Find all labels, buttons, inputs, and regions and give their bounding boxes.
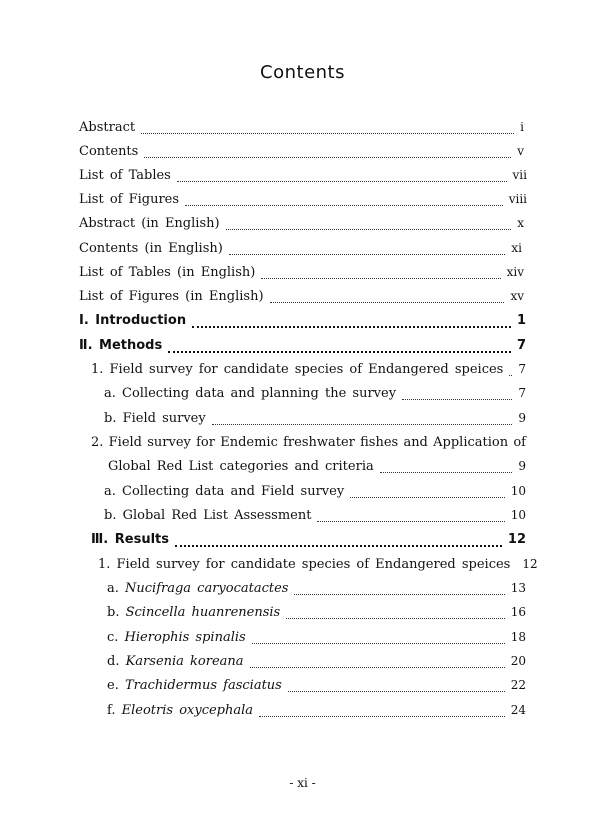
toc-entry-label [107,654,244,669]
toc-entry[interactable] [91,362,526,384]
toc-entry[interactable] [107,654,526,676]
toc-page-number: 24 [510,703,526,717]
toc-word: for [196,435,215,450]
toc-page-number: 10 [510,508,526,522]
toc-entry-label: Contents (in English) [79,241,223,256]
toc-page-number: 13 [510,581,526,595]
toc-entry-label: b. Global Red List Assessment [104,508,312,523]
dot-leader [317,520,504,522]
toc-entry[interactable] [79,168,527,190]
toc-entry[interactable] [79,289,524,311]
toc-entry[interactable] [108,459,526,481]
toc-entry-label: Contents [79,144,139,159]
toc-entry-label: 1. Field survey for candidate species of Endangered speices [98,557,511,572]
dot-leader [402,398,512,400]
toc-page-number: 12 [507,532,526,547]
toc-word: Endemic [220,435,278,450]
toc-entry-label: a. Collecting data and Field survey [104,484,345,499]
toc-entry[interactable] [107,581,526,603]
dot-leader [229,253,506,255]
toc-entry-label: 1. Field survey for candidate species of Endangered speices [91,362,504,377]
toc-entry[interactable] [107,703,526,725]
toc-page-number: xiv [506,265,524,279]
toc-page-number: v [517,144,524,158]
dot-leader [380,471,513,473]
dot-leader [185,204,503,206]
toc-entry-prefix: d. [107,654,126,669]
toc-page-number: 12 [522,557,538,571]
toc-entry-label: Ⅰ. Introduction [79,313,187,328]
toc-entry[interactable] [79,144,524,166]
toc-entry[interactable] [79,192,527,214]
toc-entry-prefix: c. [107,630,125,645]
toc-page-number: xv [510,289,524,303]
toc-word: survey [147,435,191,450]
toc-page-number: xi [511,241,522,255]
species-name: Karsenia koreana [125,654,244,669]
toc-page-number: 10 [510,484,526,498]
toc-page-number: vii [512,168,527,182]
toc-entry-label: List of Figures (in English) [79,289,264,304]
toc-entry[interactable] [104,386,526,408]
toc-page-number: 20 [510,654,526,668]
toc-page-number: x [517,216,524,230]
toc-page-number: i [520,120,524,134]
toc-entry[interactable] [104,484,526,506]
species-name: Trachidermus fasciatus [124,678,282,693]
toc-entry-label: a. Collecting data and planning the survey [104,386,397,401]
toc-entry-label [107,605,280,620]
toc-page-number: viii [508,192,527,206]
toc-word: fishes [360,435,399,450]
toc-word: of [513,435,526,450]
toc-entry-prefix: a. [107,581,126,596]
toc-word: Field [108,435,142,450]
toc-entry-label: Ⅱ. Methods [79,338,163,353]
dot-leader [509,374,512,376]
dot-leader [294,593,504,595]
toc-entry-label: b. Field survey [104,411,206,426]
toc-entry[interactable] [104,508,526,530]
dot-leader [350,496,505,498]
toc-entry-label: Abstract (in English) [79,216,220,231]
dot-leader [141,132,514,134]
toc-word: Application [433,435,509,450]
dot-leader [261,277,500,279]
dot-leader [144,156,511,158]
dot-leader [286,617,505,619]
toc-page-number: 9 [518,459,526,473]
toc-word: freshwater [283,435,355,450]
toc-page-number: 7 [516,338,526,353]
toc-entry-prefix: b. [107,605,126,620]
dot-leader [168,350,511,353]
dot-leader [288,690,505,692]
dot-leader [270,301,505,303]
species-name: Nucifraga caryocatactes [125,581,289,596]
toc-entry-label: Global Red List categories and criteria [108,459,374,474]
toc-page-number: 16 [510,605,526,619]
toc-word: 2. [91,435,104,450]
toc-word: and [403,435,428,450]
toc-entry-prefix: e. [107,678,125,693]
toc-entry[interactable] [107,678,526,700]
toc-entry-label [107,678,282,693]
dot-leader [175,544,502,547]
page-number-footer: - xi - [289,776,316,790]
toc-entry[interactable] [79,241,522,263]
toc-entry-label: List of Tables (in English) [79,265,256,280]
toc-chapter-entry[interactable] [91,532,526,554]
toc-chapter-entry[interactable] [79,338,526,360]
toc-page-number: 18 [510,630,526,644]
toc-entry-prefix: f. [107,703,122,718]
dot-leader [252,642,505,644]
toc-entry-label: Ⅲ. Results [91,532,169,547]
toc-entry[interactable] [79,265,524,287]
species-name: Scincella huanrenensis [125,605,281,620]
toc-entry[interactable] [79,120,524,142]
page-title: Contents [260,62,345,83]
species-name: Eleotris oxycephala [121,703,254,718]
species-name: Hierophis spinalis [124,630,246,645]
dot-leader [177,180,507,182]
toc-page-number: 7 [518,386,526,400]
toc-entry-label [107,630,246,645]
toc-entry-label: List of Tables [79,168,171,183]
dot-leader [192,325,511,328]
toc-chapter-entry[interactable] [79,313,526,335]
dot-leader [250,666,505,668]
toc-page-number: 1 [516,313,526,328]
dot-leader [212,423,513,425]
toc-entry-label: List of Figures [79,192,180,207]
toc-page-number: 9 [518,411,526,425]
dot-leader [226,228,512,230]
toc-entry-label [107,581,288,596]
toc-entry[interactable] [107,630,526,652]
toc-entry[interactable] [104,411,526,433]
toc-entry[interactable] [79,216,524,238]
toc-entry[interactable] [107,605,526,627]
toc-entry-label: Abstract [79,120,136,135]
toc-entry-line [91,435,526,450]
toc-entry-label [107,703,253,718]
toc-entry[interactable] [98,557,538,579]
dot-leader [259,715,505,717]
toc-page-number: 22 [510,678,526,692]
toc-page-number: 7 [518,362,526,376]
